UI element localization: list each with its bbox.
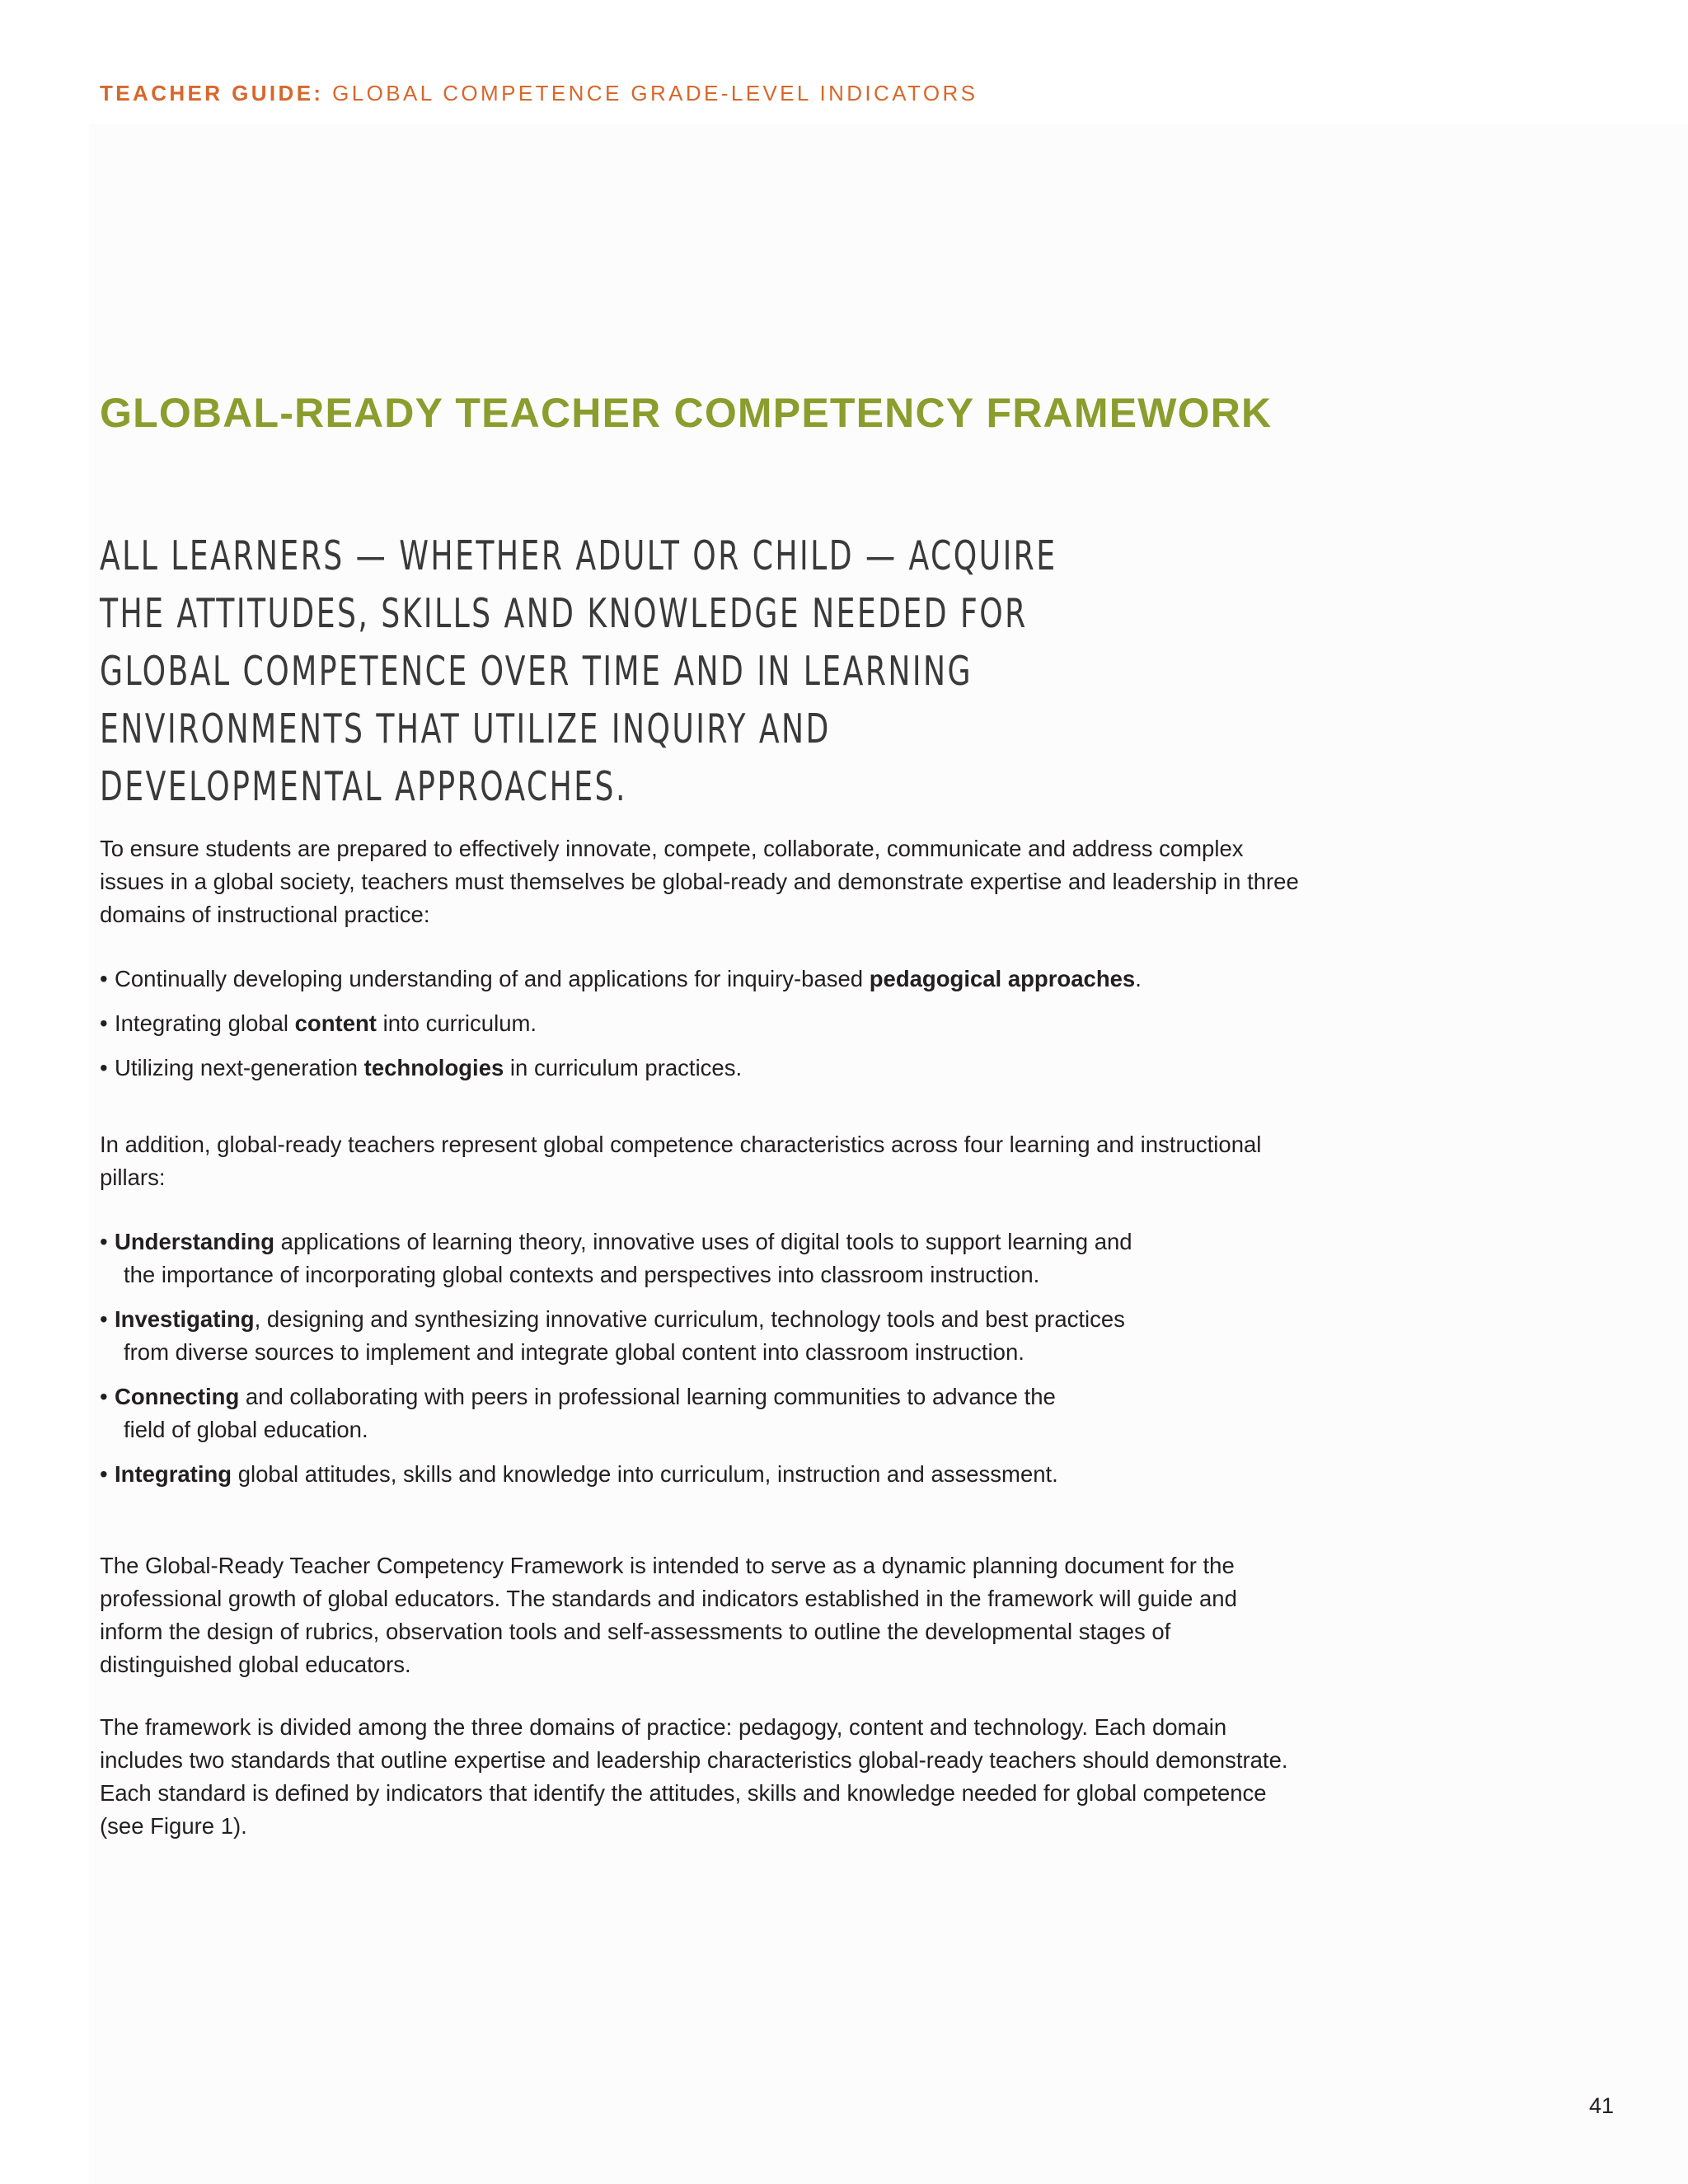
bullet-glyph: • [100,1055,108,1080]
framework-purpose-paragraph: The Global-Ready Teacher Competency Framework is intended to serve as a dynamic planning document for the professional growth of global educators. The standards and indicators established in the framework will guide and inform the design of rubrics, observation tools and self-assessments to outline the developmental stages of distinguished global educators. [100,1553,1237,1677]
framework-structure-paragraph: The framework is divided among the three domains of practice: pedagogy, content and technology. Each domain includes two standards that outline expertise and leadership characteristics global-ready teachers should demonstrate. Each standard is defined by indicators that identify the attitudes, skills and knowledge needed for global competence (see Figure 1). [100,1714,1288,1839]
bullet-glyph: • [100,1384,108,1409]
running-header [100,81,978,106]
list-item-text: field of global education. [124,1417,368,1442]
list-item [100,1380,1270,1446]
intro-paragraph: To ensure students are prepared to effectively innovate, compete, collaborate, communicate and address complex issues in a global society, teachers must themselves be global-ready and demonstrate expertise and leadership in three domains of instructional practice: [100,836,1299,927]
list-item-emphasis: technologies [363,1055,504,1080]
pull-quote: ALL LEARNERS — WHETHER ADULT OR CHILD — ACQUIRE THE ATTITUDES, SKILLS AND KNOWLEDGE NEEDED FOR GLOBAL COMPETENCE OVER TIME AND IN LEARNING ENVIRONMENTS THAT UTILIZE INQUIRY AND DEVELOPMENTAL APPROACHES. [100,532,1057,810]
list-item [100,1303,1270,1369]
list-item-text: applications of learning theory, innovative uses of digital tools to support learning and [274,1229,1132,1254]
list-item [100,1007,1270,1040]
list-item-text: global attitudes, skills and knowledge into curriculum, instruction and assessment. [232,1461,1058,1487]
list-item-text: in curriculum practices. [504,1055,743,1080]
bullet-glyph: • [100,1461,108,1487]
list-item-emphasis: Investigating [115,1306,255,1332]
list-item [100,1458,1270,1491]
running-header-lead: TEACHER GUIDE: [100,81,324,105]
list-item-text: and collaborating with peers in professional learning communities to advance the [239,1384,1056,1409]
running-header-title: GLOBAL COMPETENCE GRADE-LEVEL INDICATORS [332,81,978,105]
bullet-glyph: • [100,1229,108,1254]
page-number: 41 [1589,2093,1615,2118]
list-item-text: Continually developing understanding of and applications for inquiry-based [115,966,870,991]
list-item-text: the importance of incorporating global contexts and perspectives into classroom instruction. [124,1262,1040,1287]
pillars-list [100,1226,1270,1502]
list-item [100,1052,1270,1085]
list-item [100,963,1270,996]
page-title: GLOBAL-READY TEACHER COMPETENCY FRAMEWORK [100,390,1273,436]
pillars-intro-paragraph: In addition, global-ready teachers represent global competence characteristics across four learning and instructional pillars: [100,1132,1262,1190]
list-item [100,1226,1270,1291]
list-item-emphasis: Connecting [115,1384,240,1409]
list-item-text: , designing and synthesizing innovative curriculum, technology tools and best practices [254,1306,1125,1332]
domains-list [100,963,1270,1096]
list-item-emphasis: content [294,1010,377,1036]
list-item-text: Utilizing next-generation [115,1055,364,1080]
bullet-glyph: • [100,966,108,991]
bullet-glyph: • [100,1010,108,1036]
list-item-text: Integrating global [115,1010,295,1036]
list-item-text: into curriculum. [376,1010,537,1036]
list-item-emphasis: pedagogical approaches [869,966,1136,991]
bullet-glyph: • [100,1306,108,1332]
list-item-text: from diverse sources to implement and integrate global content into classroom instruction. [124,1339,1025,1365]
list-item-text: . [1135,966,1142,991]
list-item-emphasis: Integrating [115,1461,232,1487]
list-item-emphasis: Understanding [115,1229,275,1254]
